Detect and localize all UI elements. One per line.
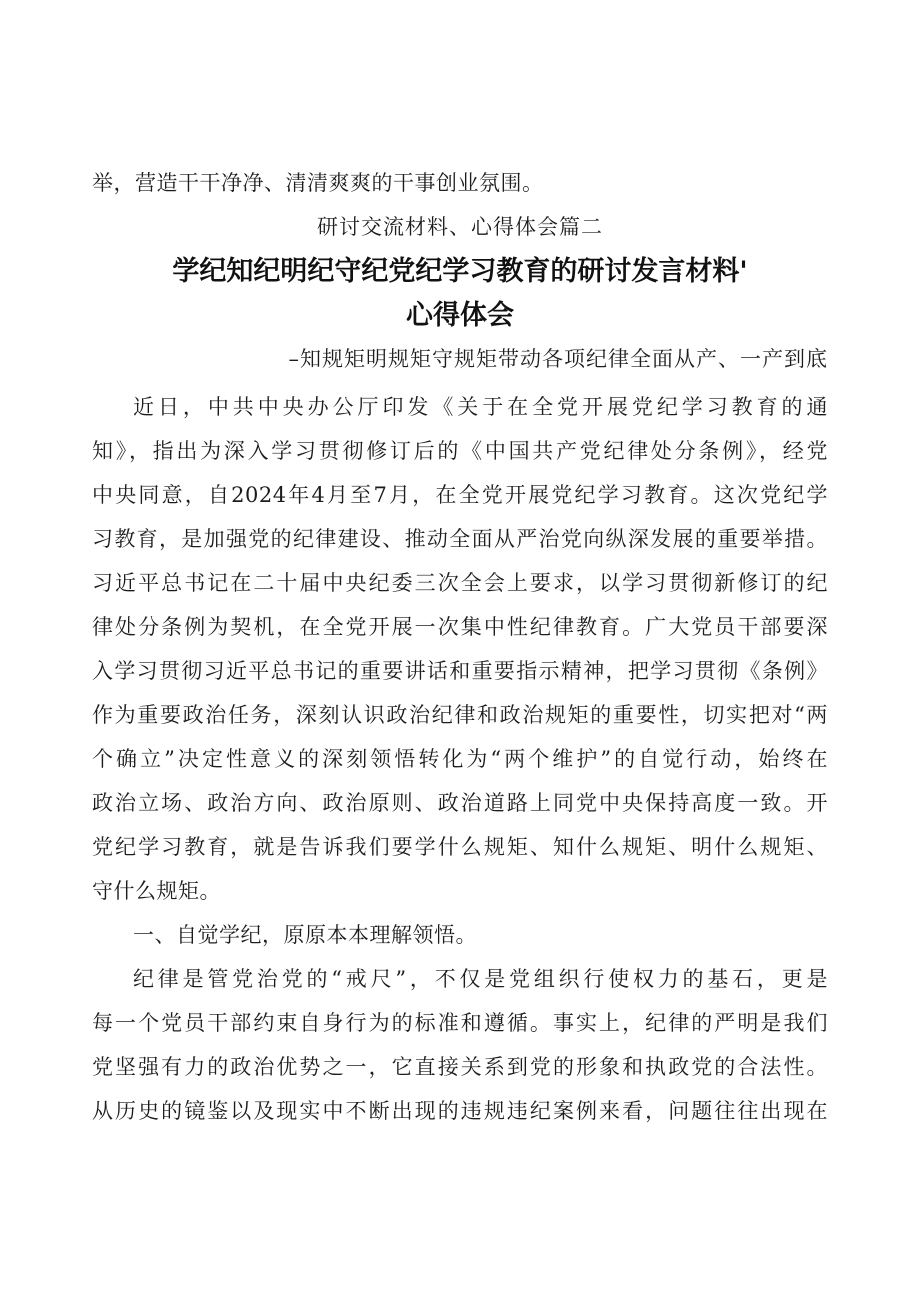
paragraph-line: 党坚强有力的政治优势之一，它直接关系到党的形象和执政党的合法性。 bbox=[92, 1055, 828, 1079]
paragraph-line: 入学习贯彻习近平总书记的重要讲话和重要指示精神，把学习贯彻《条例》 bbox=[92, 659, 828, 683]
title-line-1: 学纪知纪明纪守纪党纪学习教育的研讨发言材料' bbox=[172, 256, 748, 287]
lead-line: 举，营造干干净净、清清爽爽的干事创业氛围。 bbox=[92, 171, 544, 195]
tagline: –知规矩明规矩守规矩带动各项纪律全面从产、一产到底 bbox=[288, 347, 828, 371]
paragraph-line: 近日，中共中央办公厅印发《关于在全党开展党纪学习教育的通 bbox=[133, 395, 828, 419]
paragraph-line: 个确立”决定性意义的深刻领悟转化为“两个维护”的自觉行动，始终在 bbox=[92, 747, 828, 771]
paragraph-line: 作为重要政治任务，深刻认识政治纪律和政治规矩的重要性，切实把对“两 bbox=[92, 703, 828, 727]
paragraph-line: 纪律是管党治党的“戒尺”，不仅是党组织行使权力的基石，更是 bbox=[133, 967, 828, 991]
paragraph-line: 知》，指出为深入学习贯彻修订后的《中国共产党纪律处分条例》，经党 bbox=[92, 439, 828, 463]
paragraph-line: 律处分条例为契机，在全党开展一次集中性纪律教育。广大党员干部要深 bbox=[92, 615, 828, 639]
title-line-2: 心得体会 bbox=[406, 300, 514, 331]
paragraph-line: 中央同意，自2024年4月至7月，在全党开展党纪学习教育。这次党纪学 bbox=[92, 483, 828, 507]
section-label: 研讨交流材料、心得体会篇二 bbox=[317, 215, 603, 239]
paragraph-line: 守什么规矩。 bbox=[92, 879, 221, 903]
paragraph-line: 习近平总书记在二十届中央纪委三次全会上要求，以学习贯彻新修订的纪 bbox=[92, 571, 828, 595]
paragraph-line: 习教育，是加强党的纪律建设、推动全面从严治党向纵深发展的重要举措。 bbox=[92, 527, 828, 551]
paragraph-line: 政治立场、政治方向、政治原则、政治道路上同党中央保持高度一致。开 bbox=[92, 791, 828, 815]
paragraph-line: 每一个党员干部约束自身行为的标准和遵循。事实上，纪律的严明是我们 bbox=[92, 1011, 828, 1035]
paragraph-line: 从历史的镜鉴以及现实中不断出现的违规违纪案例来看，问题往往出现在 bbox=[92, 1099, 828, 1123]
section-heading: 一、自觉学纪，原原本本理解领悟。 bbox=[133, 923, 477, 947]
paragraph-line: 党纪学习教育，就是告诉我们要学什么规矩、知什么规矩、明什么规矩、 bbox=[92, 835, 828, 859]
